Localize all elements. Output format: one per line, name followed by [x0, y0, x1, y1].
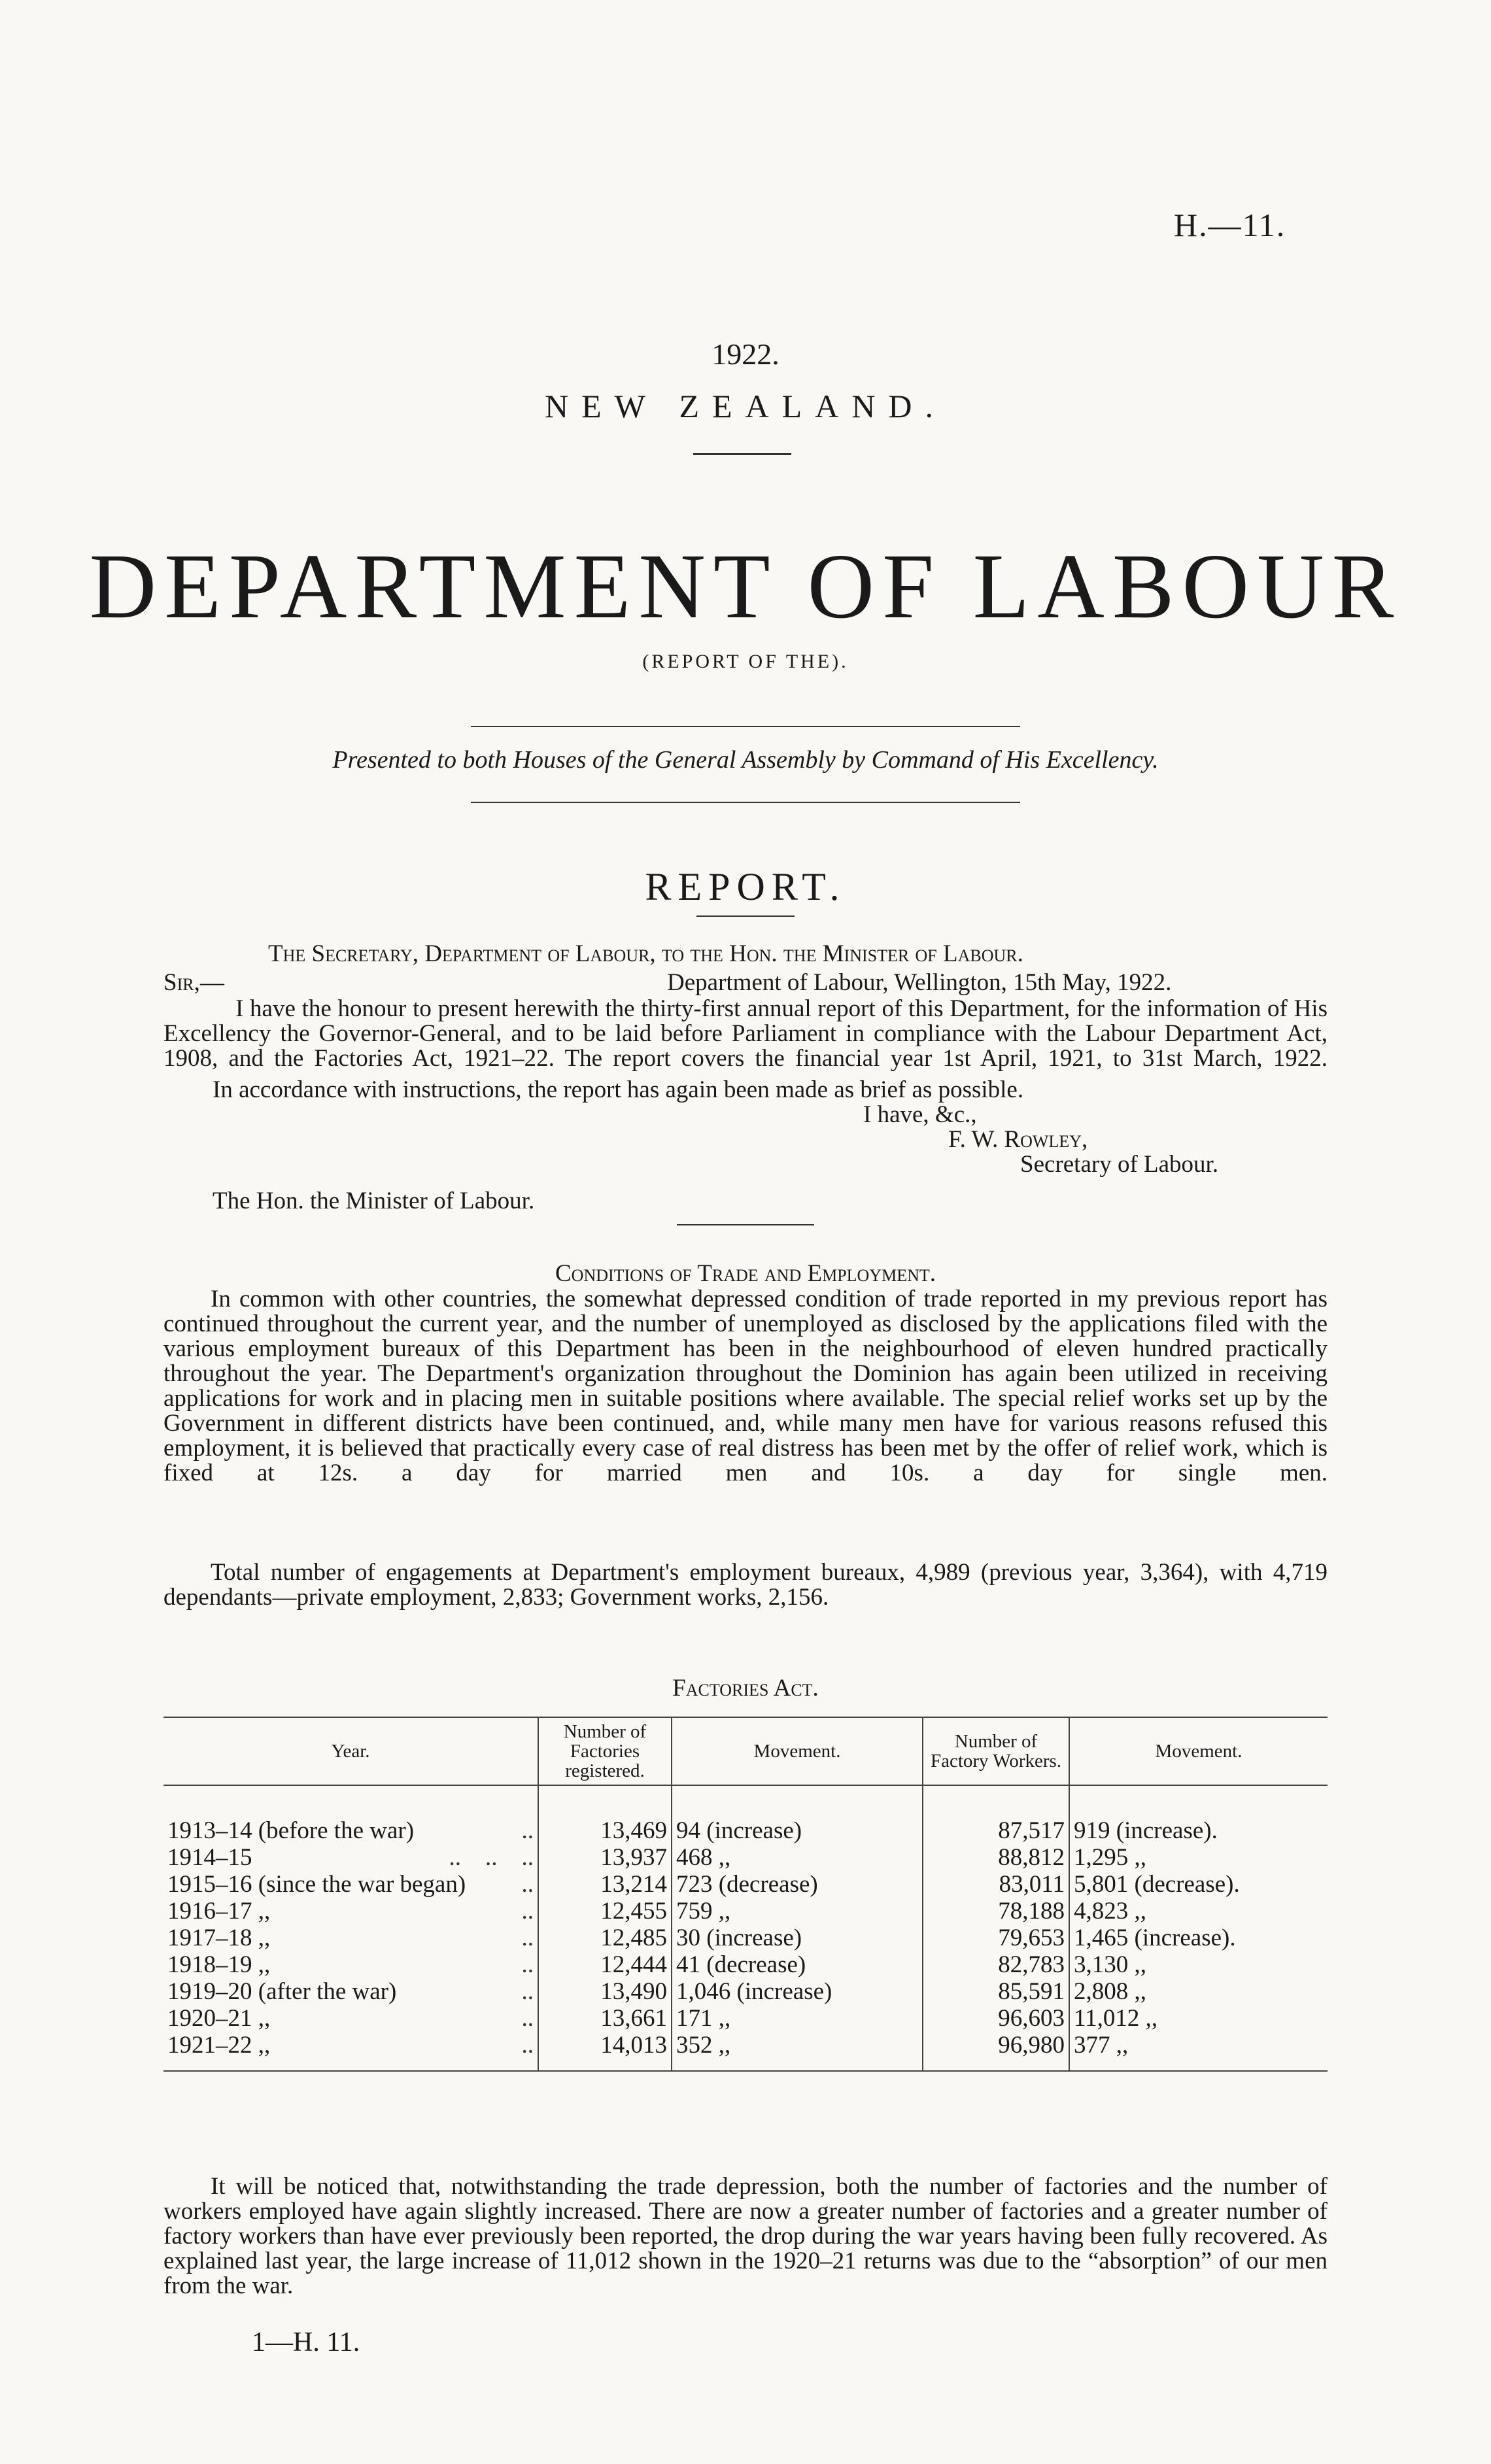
year-cell: 1918–19 ,,: [167, 1951, 271, 1978]
year-cell: 1917–18 ,,: [167, 1925, 271, 1951]
workers-cell: 87,517: [923, 1785, 1069, 1844]
movement-cell: 30 (increase): [672, 1925, 923, 1951]
letter-salutation: Sir,—: [163, 969, 224, 996]
divider: [696, 915, 795, 917]
column-header: Number of Factory Workers.: [923, 1717, 1069, 1785]
section-heading: Factories Act.: [672, 1675, 819, 1702]
column-header: Movement.: [1069, 1717, 1328, 1785]
workers-cell: 96,980: [923, 2032, 1069, 2071]
section-heading: Conditions of Trade and Employment.: [555, 1260, 936, 1287]
column-header: Year.: [331, 1741, 370, 1762]
report-heading: REPORT.: [645, 865, 846, 908]
document-reference: H.—11.: [1174, 207, 1286, 243]
factories-cell: 13,661: [538, 2005, 672, 2032]
workers-cell: 85,591: [923, 1978, 1069, 2005]
table-row: 1916–17 ,, .. 12,455 759 ,, 78,188 4,823 ,,: [163, 1898, 1328, 1925]
divider: [693, 453, 791, 455]
factories-cell: 13,469: [538, 1785, 672, 1844]
worker-movement-cell: 1,295 ,,: [1069, 1844, 1328, 1871]
worker-movement-cell: 11,012 ,,: [1069, 2005, 1328, 2032]
page-title: DEPARTMENT OF LABOUR: [89, 534, 1402, 638]
year-cell: 1913–14 (before the war): [167, 1817, 415, 1844]
country-name: NEW ZEALAND.: [545, 388, 946, 424]
workers-cell: 88,812: [923, 1844, 1069, 1871]
table-row: 1921–22 ,, .. 14,013 352 ,, 96,980 377 ,,: [163, 2032, 1328, 2071]
workers-cell: 96,603: [923, 2005, 1069, 2032]
year-cell: 1915–16 (since the war began): [167, 1871, 466, 1898]
workers-cell: 78,188: [923, 1898, 1069, 1925]
factories-cell: 13,214: [538, 1871, 672, 1898]
worker-movement-cell: 5,801 (decrease).: [1069, 1871, 1328, 1898]
divider: [471, 726, 1020, 727]
letter-signatory: F. W. Rowley,: [948, 1126, 1088, 1153]
column-header: Movement.: [672, 1717, 923, 1785]
table-row: 1915–16 (since the war began) .. 13,214 723 (decrease) 83,011 5,801 (decrease).: [163, 1871, 1328, 1898]
table-header-row: [163, 1717, 1328, 1785]
table-row: 1914–15 .. .. .. 13,937 468 ,, 88,812 1,295 ,,: [163, 1844, 1328, 1871]
factories-cell: 12,455: [538, 1898, 672, 1925]
movement-cell: 1,046 (increase): [672, 1978, 923, 2005]
table-row: 1917–18 ,, .. 12,485 30 (increase) 79,653 1,465 (increase).: [163, 1925, 1328, 1951]
divider: [677, 1224, 814, 1225]
table-row: 1918–19 ,, .. 12,444 41 (decrease) 82,783 3,130 ,,: [163, 1951, 1328, 1978]
letter-from-line: The Secretary, Department of Labour, to the Hon. the Minister of Labour.: [268, 940, 1023, 967]
workers-cell: 82,783: [923, 1951, 1069, 1978]
workers-cell: 83,011: [923, 1871, 1069, 1898]
table-row: 1919–20 (after the war) .. 13,490 1,046 (increase) 85,591 2,808 ,,: [163, 1978, 1328, 2005]
movement-cell: 171 ,,: [672, 2005, 923, 2032]
year-cell: 1921–22 ,,: [167, 2032, 271, 2059]
letter-signatory-title: Secretary of Labour.: [1020, 1151, 1219, 1178]
presented-line: Presented to both Houses of the General Assembly by Command of His Excellency.: [332, 746, 1159, 774]
worker-movement-cell: 3,130 ,,: [1069, 1951, 1328, 1978]
year-cell: 1916–17 ,,: [167, 1898, 271, 1925]
worker-movement-cell: 4,823 ,,: [1069, 1898, 1328, 1925]
workers-cell: 79,653: [923, 1925, 1069, 1951]
conditions-paragraph: In common with other countries, the somewhat depressed condition of trade reported in my previous report has continued throughout the current year, and the number of unemployed as disclosed by the applications filed with the various employment bureaux of this Department has been in the neighbourhood of eleven hundred practically throughout the year. The Department's organization throughout the Dominion has again been utilized in receiving applications for work and in placing men in suitable positions where available. The special relief works set up by the Government in different districts have been continued, and, while many men have for various reasons refused this employment, it is believed that practically every case of real distress has been met by the offer of relief work, which is fixed at 12s. a day for married men and 10s. a day for single men.: [163, 1286, 1328, 1486]
movement-cell: 759 ,,: [672, 1898, 923, 1925]
year-cell: 1914–15: [167, 1844, 252, 1871]
factories-cell: 13,937: [538, 1844, 672, 1871]
letter-paragraph: I have the honour to present herewith the thirty-first annual report of this Department, for the information of His Excellency the Governor-General, and to be laid before Parliament in compliance with the Labour Department Act, 1908, and the Factories Act, 1921–22. The report covers the financial year 1st April, 1921, to 31st March, 1922.: [163, 995, 1328, 1072]
movement-cell: 723 (decrease): [672, 1871, 923, 1898]
factories-cell: 12,444: [538, 1951, 672, 1978]
worker-movement-cell: 1,465 (increase).: [1069, 1925, 1328, 1951]
factories-table: [163, 1717, 1328, 2072]
letter-paragraph: In accordance with instructions, the report has again been made as brief as possible.: [213, 1076, 1024, 1103]
movement-cell: 94 (increase): [672, 1785, 923, 1844]
movement-cell: 468 ,,: [672, 1844, 923, 1871]
year-cell: 1920–21 ,,: [167, 2005, 271, 2032]
table-row: 1920–21 ,, .. 13,661 171 ,, 96,603 11,012 ,,: [163, 2005, 1328, 2032]
page-subtitle: (REPORT OF THE).: [642, 651, 849, 672]
factories-cell: 14,013: [538, 2032, 672, 2071]
worker-movement-cell: 377 ,,: [1069, 2032, 1328, 2071]
worker-movement-cell: 2,808 ,,: [1069, 1978, 1328, 2005]
letter-address: Department of Labour, Wellington, 15th May, 1922.: [667, 969, 1172, 996]
factories-paragraph: It will be noticed that, notwithstanding the trade depression, both the number of factories and the number of workers employed have again slightly increased. There are now a greater number of factories and a greater number of factory workers than have ever previously been reported, the drop during the war years having been fully recovered. As explained last year, the large increase of 11,012 shown in the 1920–21 returns was due to the “absorption” of our men from the war.: [163, 2173, 1328, 2299]
column-header: Number of Factories registered.: [538, 1717, 672, 1785]
conditions-paragraph: Total number of engagements at Department's employment bureaux, 4,989 (previous year, 3,364), with 4,719 dependants—private employment, 2,833; Government works, 2,156.: [163, 1559, 1328, 1611]
movement-cell: 41 (decrease): [672, 1951, 923, 1978]
worker-movement-cell: 919 (increase).: [1069, 1785, 1328, 1844]
factories-cell: 13,490: [538, 1978, 672, 2005]
page-signature: 1—H. 11.: [252, 2327, 360, 2357]
movement-cell: 352 ,,: [672, 2032, 923, 2071]
factories-cell: 12,485: [538, 1925, 672, 1951]
letter-addressee: The Hon. the Minister of Labour.: [213, 1188, 535, 1214]
table-row: 1913–14 (before the war) .. 13,469 94 (increase) 87,517 919 (increase).: [163, 1785, 1328, 1844]
year-cell: 1919–20 (after the war): [167, 1978, 397, 2005]
report-year: 1922.: [711, 337, 780, 371]
divider: [471, 802, 1020, 803]
letter-closing: I have, &c.,: [863, 1101, 977, 1128]
